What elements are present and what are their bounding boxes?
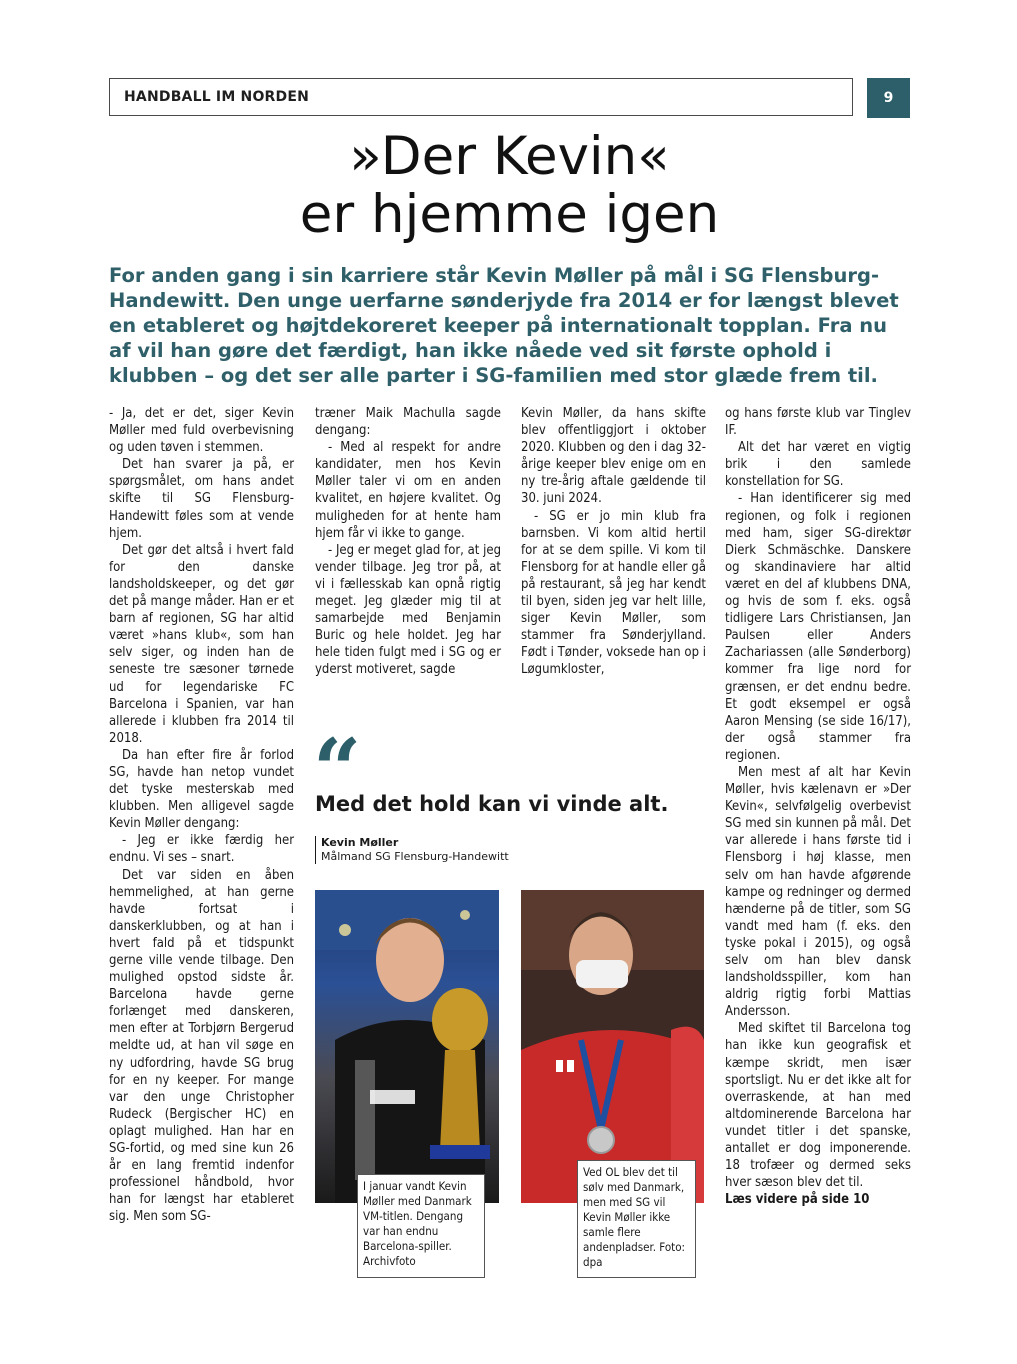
photo-caption-2: Ved OL blev det til sølv med Danmark, men med SG vil Kevin Møller ikke samle flere andenpladser. Foto: dpa [577,1160,696,1278]
article-column-4 [725,405,911,1208]
photo-illustration [315,890,499,1203]
headline-line-2: er hjemme igen [299,184,720,245]
headline [109,128,910,244]
paragraph: - Jeg er ikke færdig her endnu. Vi ses – snart. [109,833,294,866]
paragraph: Da han efter fire år forlod SG, havde han netop vundet det tyske mesterskab med klubben. Men alligevel sagde Kevin Møller dengang: [109,747,294,832]
section-header [109,78,853,116]
quote-author: Kevin Møller [321,836,399,849]
paragraph: - Jeg er meget glad for, at jeg vender tilbage. Jeg tror på, at vi i fællesskab kan opnå rigtig meget. Jeg glæder mig til at samarbejde med Benjamin Buric og hele holdet. Jeg har hele tiden fulgt med i SG og er yderst motiveret, sagde [315,542,501,678]
paragraph: Men mest af alt har Kevin Møller, hvis kælenavn er »Der Kevin«, selvfølgelig overbevist SG med sin kunnen på mål. Det var allerede i hans første tid i Flensborg i høj klasse, men selv om han havde afgørende kampe og redninger og dermed hænderne på de titler, som SG vandt med ham (f. eks. den tyske pokal i 2015), og også selv om han blev dansk landsholdsspiller, kom han aldrig rigtig forbi Mattias Andersson. [725,764,911,1020]
pull-quote: Med det hold kan vi vinde alt. [315,792,669,816]
headline-line-1: »Der Kevin« [349,126,670,187]
paragraph: Alt det har været en vigtig brik i den samlede konstellation for SG. [725,440,911,490]
paragraph: Med skiftet til Barcelona tog han ikke kun geografisk et kæmpe skridt, men især sportsligt. Nu er det ikke alt for overraskende, at han med altdominerende Barcelona har vundet titler i det spanske, antallet er dog imponerende. 18 trofæer og dermed seks hver sæson blev det til. [725,1021,911,1191]
photo-kevin-trophy [315,890,499,1203]
section-label: HANDBALL IM NORDEN [124,89,310,105]
read-more-link[interactable]: Læs videre på side 10 [725,1192,870,1208]
quote-author-role: Målmand SG Flensburg-Handewitt [321,850,509,863]
paragraph: - Han identificerer sig med regionen, og folk i regionen med ham, siger SG-direktør Dierk Schmäschke. Danskere og skandinaviere har altid været en del af klubbens DNA, og hvis de som f. eks. også tidligere Lars Christiansen, Jan Paulsen eller Anders Zachariassen (alle Sønderborg) kommer fra lige nord for grænsen, er det endnu bedre. Et godt eksempel er også Aaron Mensing (se side 16/17), der også stammer fra regionen. [725,491,911,763]
article-column-3 [521,405,706,679]
quote-mark-icon: “ [313,720,362,819]
paragraph: og hans første klub var Tinglev IF. [725,406,911,439]
paragraph: Det han svarer ja på, er spørgsmålet, om hans andet skifte til SG Flensburg-Handewitt føles som at vende hjem. [109,457,294,541]
photo-caption-1: I januar vandt Kevin Møller med Danmark VM-titlen. Dengang var han endnu Barcelona-spiller. Archivfoto [357,1174,485,1278]
paragraph: - SG er jo min klub fra barnsben. Vi kom altid hertil for at se dem spille. Vi kom til Flensborg for at handle eller gå på restaurant, så jeg har kendt til byen, siden jeg var helt lille, siger Kevin Møller, som stammer fra Sønderjylland. Født i Tønder, voksede han op i Løgumkloster, [521,508,706,678]
article-column-1 [109,405,294,1226]
paragraph: - Med al respekt for andre kandidater, men hos Kevin Møller taler vi om en anden kvalitet, en højere kvalitet. Og muligheden for at hente ham hjem får vi ikke to gange. [315,440,501,541]
quote-attribution [315,836,509,864]
photo-kevin-olympics [521,890,704,1203]
page-number: 9 [867,78,910,118]
paragraph: Kevin Møller, da hans skifte blev offentliggjort i oktober 2020. Klubben og den i dag 32-årige keeper blev enige om en ny tre-årig aftale gældende til 30. juni 2024. [521,406,706,507]
paragraph: - Ja, det er det, siger Kevin Møller med fuld overbevisning og uden tøven i stemmen. [109,406,294,456]
article-column-2 [315,405,501,679]
paragraph: Det var siden en åben hemmelighed, at han gerne havde fortsat i danskerklubben, og at han i hvert fald på et tidspunkt gerne ville vende tilbage. Den mulighed opstod sidste år. Barcelona havde gerne forlænget med danskeren, men efter at Torbjørn Bergerud meldte ud, at han vil søge en ny udfordring, havde SG brug for en ny keeper. For mange var den unge Christopher Rudeck (Bergischer HC) en oplagt mulighed. Han har en SG-fortid, og med sine kun 26 år en lang fremtid indenfor professionel håndbold, hvor han for længst har etableret sig. Men som SG- [109,867,294,1225]
lead-paragraph: For anden gang i sin karriere står Kevin Møller på mål i SG Flensburg-Handewitt. Den unge uerfarne sønderjyde fra 2014 er for længst blevet en etableret og højtdekoreret keeper på internationalt topplan. Fra nu af vil han gøre det færdigt, han ikke nåede ved sit første ophold i klubben – og det ser alle parter i SG-familien med stor glæde frem til. [109,264,899,387]
paragraph: træner Maik Machulla sagde dengang: [315,406,501,439]
photo-illustration [521,890,704,1203]
paragraph: Det gør det altså i hvert fald for den danske landsholdskeeper, og det gør det på mange måder. Han er et barn af regionen, SG har altid været »hans klub«, som han selv siger, og inden han de seneste tre sæsoner tørnede ud for legendariske FC Barcelona i Spanien, var han allerede i klubben fra 2014 til 2018. [109,542,294,746]
